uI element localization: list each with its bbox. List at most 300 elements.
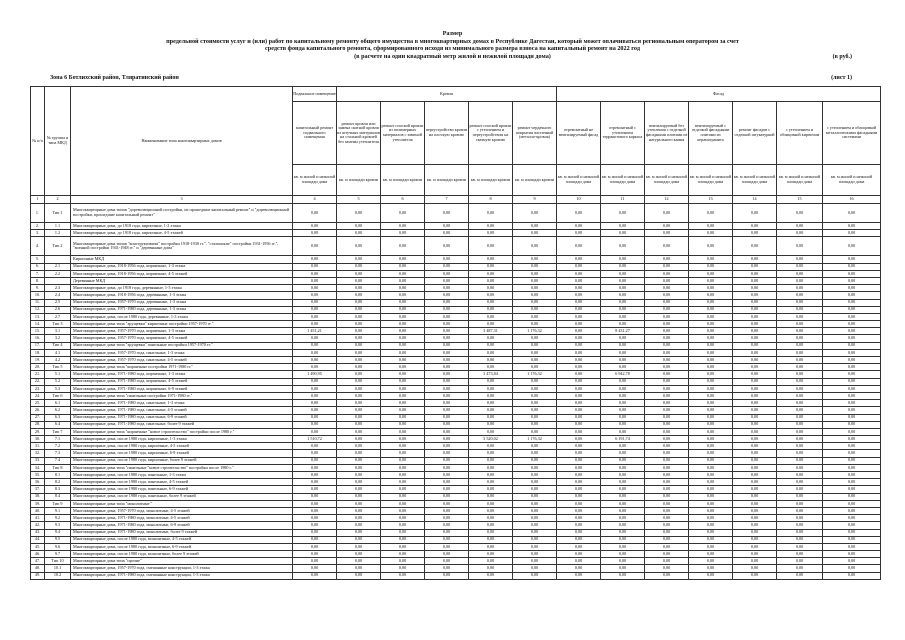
row-name: Многоквартирные дома, до 1918 года, деревянные, 1-3 этажа xyxy=(71,285,293,292)
col-name-header: Наименование типа многоквартирных домов xyxy=(71,87,293,196)
col-header-9: ремонт чердачного покрытия частичный (металло-кровля) xyxy=(513,102,557,165)
row-value: 0,00 xyxy=(337,414,381,421)
row-name: Многоквартирные дома, 1971-1980 года, кирпичные, 4-5 этажей xyxy=(71,378,293,385)
row-value: 0,00 xyxy=(645,277,689,284)
table-row xyxy=(31,342,881,349)
row-value: 0,00 xyxy=(823,450,881,457)
row-value: 0,00 xyxy=(557,204,601,223)
row-group: 8.2 xyxy=(45,479,71,486)
table-row xyxy=(31,328,881,335)
row-value: 0,00 xyxy=(823,400,881,407)
row-value: 0,00 xyxy=(557,299,601,306)
row-value: 0,00 xyxy=(425,357,469,364)
row-value: 0,00 xyxy=(733,223,777,230)
row-value: 0,00 xyxy=(381,237,425,256)
row-value: 0,00 xyxy=(601,464,645,471)
currency-unit: (в руб.) xyxy=(832,54,852,60)
row-value: 0,00 xyxy=(777,328,823,335)
row-group: 9.1 xyxy=(45,507,71,514)
row-value: 0,00 xyxy=(777,392,823,399)
row-value: 0,00 xyxy=(823,543,881,550)
row-value: 0,00 xyxy=(381,256,425,263)
row-value: 0,00 xyxy=(337,479,381,486)
row-value: 0,00 xyxy=(689,299,733,306)
row-value: 0,00 xyxy=(425,551,469,558)
row-group: 3.1 xyxy=(45,328,71,335)
row-number: 25. xyxy=(31,400,45,407)
row-value: 0,00 xyxy=(513,335,557,342)
row-value: 0,00 xyxy=(513,472,557,479)
row-value: 0,00 xyxy=(689,321,733,328)
row-value: 0,00 xyxy=(733,204,777,223)
row-value: 0,00 xyxy=(469,565,513,572)
unit-header-16: кв. м жилой и нежилой площади дома xyxy=(823,165,881,196)
row-value: 0,00 xyxy=(733,543,777,550)
row-number: 8. xyxy=(31,277,45,284)
row-value: 0,00 xyxy=(689,335,733,342)
table-row xyxy=(31,306,881,313)
row-value: 0,00 xyxy=(645,342,689,349)
row-value: 0,00 xyxy=(469,230,513,237)
row-value: 0,00 xyxy=(689,263,733,270)
row-value: 0,00 xyxy=(469,551,513,558)
row-value: 0,00 xyxy=(601,285,645,292)
row-value: 0,00 xyxy=(337,443,381,450)
row-value: 0,00 xyxy=(469,277,513,284)
row-value: 0,00 xyxy=(513,500,557,507)
row-value: 0,00 xyxy=(469,400,513,407)
row-number: 37. xyxy=(31,486,45,493)
row-value: 0,00 xyxy=(381,558,425,565)
row-value: 0,00 xyxy=(513,414,557,421)
row-value: 0,00 xyxy=(601,321,645,328)
row-value: 0,00 xyxy=(645,436,689,443)
row-value: 0,00 xyxy=(777,306,823,313)
row-group: Тип 3 xyxy=(45,321,71,328)
row-value: 0,00 xyxy=(425,450,469,457)
row-value: 0,00 xyxy=(425,313,469,320)
row-value: 0,00 xyxy=(381,493,425,500)
row-value: 0,00 xyxy=(689,551,733,558)
row-value: 0,00 xyxy=(645,472,689,479)
row-value: 0,00 xyxy=(557,263,601,270)
row-value: 0,00 xyxy=(469,342,513,349)
row-group: Тип 7 xyxy=(45,428,71,435)
row-group: 8.1 xyxy=(45,472,71,479)
row-value: 0,00 xyxy=(823,407,881,414)
row-value: 0,00 xyxy=(381,543,425,550)
row-value: 0,00 xyxy=(689,464,733,471)
row-name: Многоквартирные дома, после 1980 года, панельные, более 9 этажей xyxy=(71,493,293,500)
row-value: 0,00 xyxy=(733,457,777,464)
row-value: 0,00 xyxy=(645,292,689,299)
row-value: 0,00 xyxy=(777,443,823,450)
row-value: 0,00 xyxy=(557,443,601,450)
table-row xyxy=(31,529,881,536)
row-value: 0,00 xyxy=(645,285,689,292)
row-value: 0,00 xyxy=(425,500,469,507)
row-name: Многоквартирные дома, после 1980 года, монолитные, более 9 этажей xyxy=(71,551,293,558)
row-value: 0,00 xyxy=(469,385,513,392)
facade-group-header: Фасад xyxy=(557,87,881,102)
row-value: 0,00 xyxy=(513,306,557,313)
row-value: 0,00 xyxy=(823,328,881,335)
row-value: 0,00 xyxy=(425,493,469,500)
row-value: 0,00 xyxy=(601,306,645,313)
row-value: 0,00 xyxy=(601,392,645,399)
row-value: 0,00 xyxy=(689,428,733,435)
row-value: 0,00 xyxy=(337,256,381,263)
row-value: 0,00 xyxy=(733,507,777,514)
row-value: 0,00 xyxy=(469,292,513,299)
row-value: 0,00 xyxy=(337,237,381,256)
row-value: 0,00 xyxy=(425,223,469,230)
row-name: Многоквартирные дома, после 1980 года, панельные, 4-5 этажей xyxy=(71,479,293,486)
row-value: 0,00 xyxy=(733,357,777,364)
title-line-1: предельной стоимости услуг и (или) работ по капитальному ремонту общего имущества в многоквартирных домах в Республике Дагестан, который может оплачиваться региональным оператором за счет xyxy=(166,37,739,45)
row-value: 0,00 xyxy=(777,385,823,392)
row-value: 0,00 xyxy=(425,270,469,277)
row-value: 0,00 xyxy=(293,392,337,399)
row-group: 10.2 xyxy=(45,572,71,579)
row-value: 0,00 xyxy=(513,486,557,493)
row-value: 0,00 xyxy=(823,321,881,328)
row-group: 5.2 xyxy=(45,378,71,385)
row-group: 3.2 xyxy=(45,335,71,342)
row-value: 0,00 xyxy=(293,558,337,565)
row-value: 0,00 xyxy=(293,342,337,349)
row-value: 0,00 xyxy=(777,565,823,572)
row-value: 0,00 xyxy=(557,223,601,230)
row-number: 34. xyxy=(31,464,45,471)
row-value: 0,00 xyxy=(381,335,425,342)
row-number: 31. xyxy=(31,443,45,450)
row-value: 0,00 xyxy=(601,378,645,385)
row-value: 0,00 xyxy=(777,223,823,230)
row-value: 0,00 xyxy=(293,292,337,299)
row-value: 0,00 xyxy=(557,450,601,457)
row-value: 0,00 xyxy=(513,237,557,256)
col-number-10: 10 xyxy=(557,196,601,204)
row-value: 0,00 xyxy=(381,536,425,543)
row-value: 0,00 xyxy=(733,493,777,500)
row-value: 0,00 xyxy=(823,428,881,435)
row-value: 0,00 xyxy=(777,414,823,421)
row-value: 0,00 xyxy=(733,364,777,371)
row-value: 0,00 xyxy=(777,407,823,414)
row-value: 0,00 xyxy=(337,204,381,223)
row-value: 0,00 xyxy=(293,536,337,543)
row-value: 0,00 xyxy=(823,536,881,543)
row-value: 0,00 xyxy=(425,428,469,435)
row-value: 0,00 xyxy=(601,472,645,479)
row-value: 0,00 xyxy=(425,414,469,421)
row-value: 0,00 xyxy=(557,529,601,536)
row-value: 0,00 xyxy=(337,342,381,349)
row-value: 0,00 xyxy=(469,443,513,450)
row-value: 0,00 xyxy=(823,385,881,392)
row-value: 0,00 xyxy=(689,378,733,385)
col-number-9: 9 xyxy=(513,196,557,204)
row-group: Тип 9 xyxy=(45,500,71,507)
row-value: 0,00 xyxy=(733,385,777,392)
row-value: 0,00 xyxy=(601,507,645,514)
row-value: 0,00 xyxy=(293,543,337,550)
row-value: 0,00 xyxy=(823,572,881,579)
row-number: 29. xyxy=(31,428,45,435)
row-value: 0,00 xyxy=(823,565,881,572)
table-row xyxy=(31,551,881,558)
row-name: Многоквартирные дома, 1971-1980 года, панельные, 6-9 этажей xyxy=(71,414,293,421)
row-value: 0,00 xyxy=(601,237,645,256)
col-header-14: ремонт фасадов с отделкой штукатуркой xyxy=(733,102,777,165)
row-value: 0,00 xyxy=(293,457,337,464)
row-name: Многоквартирные дома типа "панельные "новое строительство" постройки после 1980 г." xyxy=(71,464,293,471)
row-value: 0,00 xyxy=(425,385,469,392)
row-name: Многоквартирные дома, 1918-1956 года, деревянные, 1-3 этажа xyxy=(71,292,293,299)
table-row xyxy=(31,572,881,579)
row-value: 0,00 xyxy=(337,400,381,407)
row-value: 0,00 xyxy=(513,285,557,292)
row-value: 0,00 xyxy=(689,256,733,263)
row-value: 0,00 xyxy=(469,204,513,223)
row-number: 33. xyxy=(31,457,45,464)
row-value: 0,00 xyxy=(469,378,513,385)
row-name: Кирпичные МКД xyxy=(71,256,293,263)
col-header-7: переустройство кровли на плоскую кровлю xyxy=(425,102,469,165)
row-group: 5.1 xyxy=(45,371,71,378)
row-value: 0,00 xyxy=(823,479,881,486)
row-value: 0,00 xyxy=(337,277,381,284)
row-group: 9.3 xyxy=(45,522,71,529)
row-value: 0,00 xyxy=(777,400,823,407)
row-value: 0,00 xyxy=(513,385,557,392)
row-value: 0,00 xyxy=(425,472,469,479)
row-value: 0,00 xyxy=(293,400,337,407)
row-group: 4.2 xyxy=(45,357,71,364)
row-value: 0,00 xyxy=(777,543,823,550)
row-value: 0,00 xyxy=(337,378,381,385)
row-value: 0,00 xyxy=(733,421,777,428)
row-value: 0,00 xyxy=(689,486,733,493)
table-row xyxy=(31,558,881,565)
row-name: Многоквартирные дома, 1971-1980 года, деревянные, 1-3 этажа xyxy=(71,306,293,313)
row-value: 0,00 xyxy=(557,558,601,565)
row-value: 0,00 xyxy=(557,385,601,392)
row-value: 0,00 xyxy=(469,349,513,356)
table-row xyxy=(31,400,881,407)
row-value: 1 451,21 xyxy=(293,328,337,335)
row-value: 0,00 xyxy=(469,270,513,277)
row-group: 5.3 xyxy=(45,385,71,392)
row-value: 0,00 xyxy=(425,392,469,399)
row-value: 0,00 xyxy=(293,263,337,270)
row-value: 0,00 xyxy=(513,256,557,263)
row-value: 1 490,95 xyxy=(293,371,337,378)
row-value: 0,00 xyxy=(601,536,645,543)
table-row xyxy=(31,543,881,550)
row-value: 0,00 xyxy=(469,450,513,457)
row-group: Тип 6 xyxy=(45,392,71,399)
row-value: 0,00 xyxy=(645,500,689,507)
row-number: 42. xyxy=(31,522,45,529)
row-value: 0,00 xyxy=(293,378,337,385)
col-number-3: 3 xyxy=(71,196,293,204)
row-value: 0,00 xyxy=(425,263,469,270)
row-value: 0,00 xyxy=(645,486,689,493)
row-group: 7.1 xyxy=(45,436,71,443)
row-value: 0,00 xyxy=(381,421,425,428)
row-value: 0,00 xyxy=(557,335,601,342)
table-row xyxy=(31,357,881,364)
row-value: 0,00 xyxy=(513,378,557,385)
row-group: 9.7 xyxy=(45,551,71,558)
row-value: 0,00 xyxy=(823,551,881,558)
row-value: 0,00 xyxy=(293,464,337,471)
col-number-15: 15 xyxy=(777,196,823,204)
row-value: 0,00 xyxy=(689,457,733,464)
row-group: 7.4 xyxy=(45,457,71,464)
row-value: 0,00 xyxy=(469,237,513,256)
row-number: 22. xyxy=(31,378,45,385)
row-value: 0,00 xyxy=(381,515,425,522)
row-value: 0,00 xyxy=(513,277,557,284)
row-value: 0,00 xyxy=(513,364,557,371)
row-value: 0,00 xyxy=(601,277,645,284)
row-value: 0,00 xyxy=(293,306,337,313)
row-number: 4. xyxy=(31,237,45,256)
row-group: 2.2 xyxy=(45,270,71,277)
cost-table xyxy=(30,86,881,580)
row-value: 0,00 xyxy=(733,500,777,507)
row-value: 0,00 xyxy=(645,443,689,450)
row-value: 3 487,31 xyxy=(469,328,513,335)
row-value: 0,00 xyxy=(337,428,381,435)
row-value: 0,00 xyxy=(823,313,881,320)
row-value: 0,00 xyxy=(601,529,645,536)
unit-header-8: кв. м площади кровли xyxy=(469,165,513,196)
row-value: 0,00 xyxy=(469,536,513,543)
row-group: 1.2 xyxy=(45,230,71,237)
row-value: 0,00 xyxy=(513,223,557,230)
row-group: Тип 2 xyxy=(45,237,71,256)
row-value: 0,00 xyxy=(513,522,557,529)
row-value: 0,00 xyxy=(469,256,513,263)
row-value: 0,00 xyxy=(777,507,823,514)
row-value: 0,00 xyxy=(425,507,469,514)
row-value: 0,00 xyxy=(425,565,469,572)
unit-header-10: кв. м жилой и нежилой площади дома xyxy=(557,165,601,196)
row-group xyxy=(45,256,71,263)
row-value: 0,00 xyxy=(733,349,777,356)
row-name: Многоквартирные дома, после 1980 года, деревянные, 1-3 этажа xyxy=(71,313,293,320)
row-value: 0,00 xyxy=(337,558,381,565)
table-row xyxy=(31,414,881,421)
row-value: 0,00 xyxy=(469,223,513,230)
row-value: 0,00 xyxy=(689,392,733,399)
row-value: 0,00 xyxy=(601,385,645,392)
row-value: 0,00 xyxy=(381,321,425,328)
col-number-8: 8 xyxy=(469,196,513,204)
row-value: 0,00 xyxy=(425,371,469,378)
row-value: 0,00 xyxy=(733,400,777,407)
row-value: 0,00 xyxy=(293,486,337,493)
row-value: 0,00 xyxy=(689,285,733,292)
row-name: Многоквартирные дома, 1971-1980 года, кирпичные, 6-9 этажей xyxy=(71,385,293,392)
col-num-header: № п/п xyxy=(31,87,45,196)
row-value: 0,00 xyxy=(337,328,381,335)
row-value: 0,00 xyxy=(425,421,469,428)
row-value: 0,00 xyxy=(645,421,689,428)
table-row xyxy=(31,321,881,328)
row-group: Тип 4 xyxy=(45,342,71,349)
row-value: 0,00 xyxy=(337,507,381,514)
row-value: 0,00 xyxy=(557,237,601,256)
table-row xyxy=(31,428,881,435)
row-value: 0,00 xyxy=(689,507,733,514)
row-value: 0,00 xyxy=(381,263,425,270)
row-value: 0,00 xyxy=(777,263,823,270)
col-header-5: ремонт кровли или замена скатной кровли из штучных материалов на стальной кровлей без замены утеплителя xyxy=(337,102,381,165)
table-row xyxy=(31,500,881,507)
row-value: 0,00 xyxy=(337,357,381,364)
row-value: 0,00 xyxy=(777,428,823,435)
row-value: 0,00 xyxy=(823,335,881,342)
row-value: 0,00 xyxy=(733,263,777,270)
row-value: 0,00 xyxy=(733,392,777,399)
row-value: 0,00 xyxy=(645,371,689,378)
row-value: 0,00 xyxy=(337,306,381,313)
row-value: 0,00 xyxy=(557,364,601,371)
row-value: 6 191,74 xyxy=(601,436,645,443)
row-value: 0,00 xyxy=(381,414,425,421)
row-value: 0,00 xyxy=(381,392,425,399)
row-value: 0,00 xyxy=(293,472,337,479)
row-value: 0,00 xyxy=(777,464,823,471)
row-value: 0,00 xyxy=(293,299,337,306)
row-value: 0,00 xyxy=(777,299,823,306)
row-value: 0,00 xyxy=(601,292,645,299)
row-value: 0,00 xyxy=(645,223,689,230)
table-row xyxy=(31,335,881,342)
row-value: 0,00 xyxy=(513,313,557,320)
column-numbers-row xyxy=(31,196,881,204)
row-value: 0,00 xyxy=(513,543,557,550)
row-value: 0,00 xyxy=(777,364,823,371)
row-value: 0,00 xyxy=(601,572,645,579)
row-value: 0,00 xyxy=(337,551,381,558)
row-group: 8.3 xyxy=(45,486,71,493)
row-value: 0,00 xyxy=(557,543,601,550)
row-value: 0,00 xyxy=(823,464,881,471)
row-value: 0,00 xyxy=(337,292,381,299)
row-value: 0,00 xyxy=(293,270,337,277)
row-value: 0,00 xyxy=(425,306,469,313)
row-number: 3. xyxy=(31,230,45,237)
row-value: 0,00 xyxy=(777,450,823,457)
row-value: 0,00 xyxy=(601,450,645,457)
row-value: 0,00 xyxy=(557,328,601,335)
row-value: 0,00 xyxy=(645,558,689,565)
row-value: 0,00 xyxy=(557,486,601,493)
row-value: 0,00 xyxy=(513,299,557,306)
unit-header-11: кв. м жилой и нежилой площади дома xyxy=(601,165,645,196)
row-value: 0,00 xyxy=(601,263,645,270)
row-number: 32. xyxy=(31,450,45,457)
table-row xyxy=(31,292,881,299)
row-value: 0,00 xyxy=(733,536,777,543)
table-row xyxy=(31,270,881,277)
